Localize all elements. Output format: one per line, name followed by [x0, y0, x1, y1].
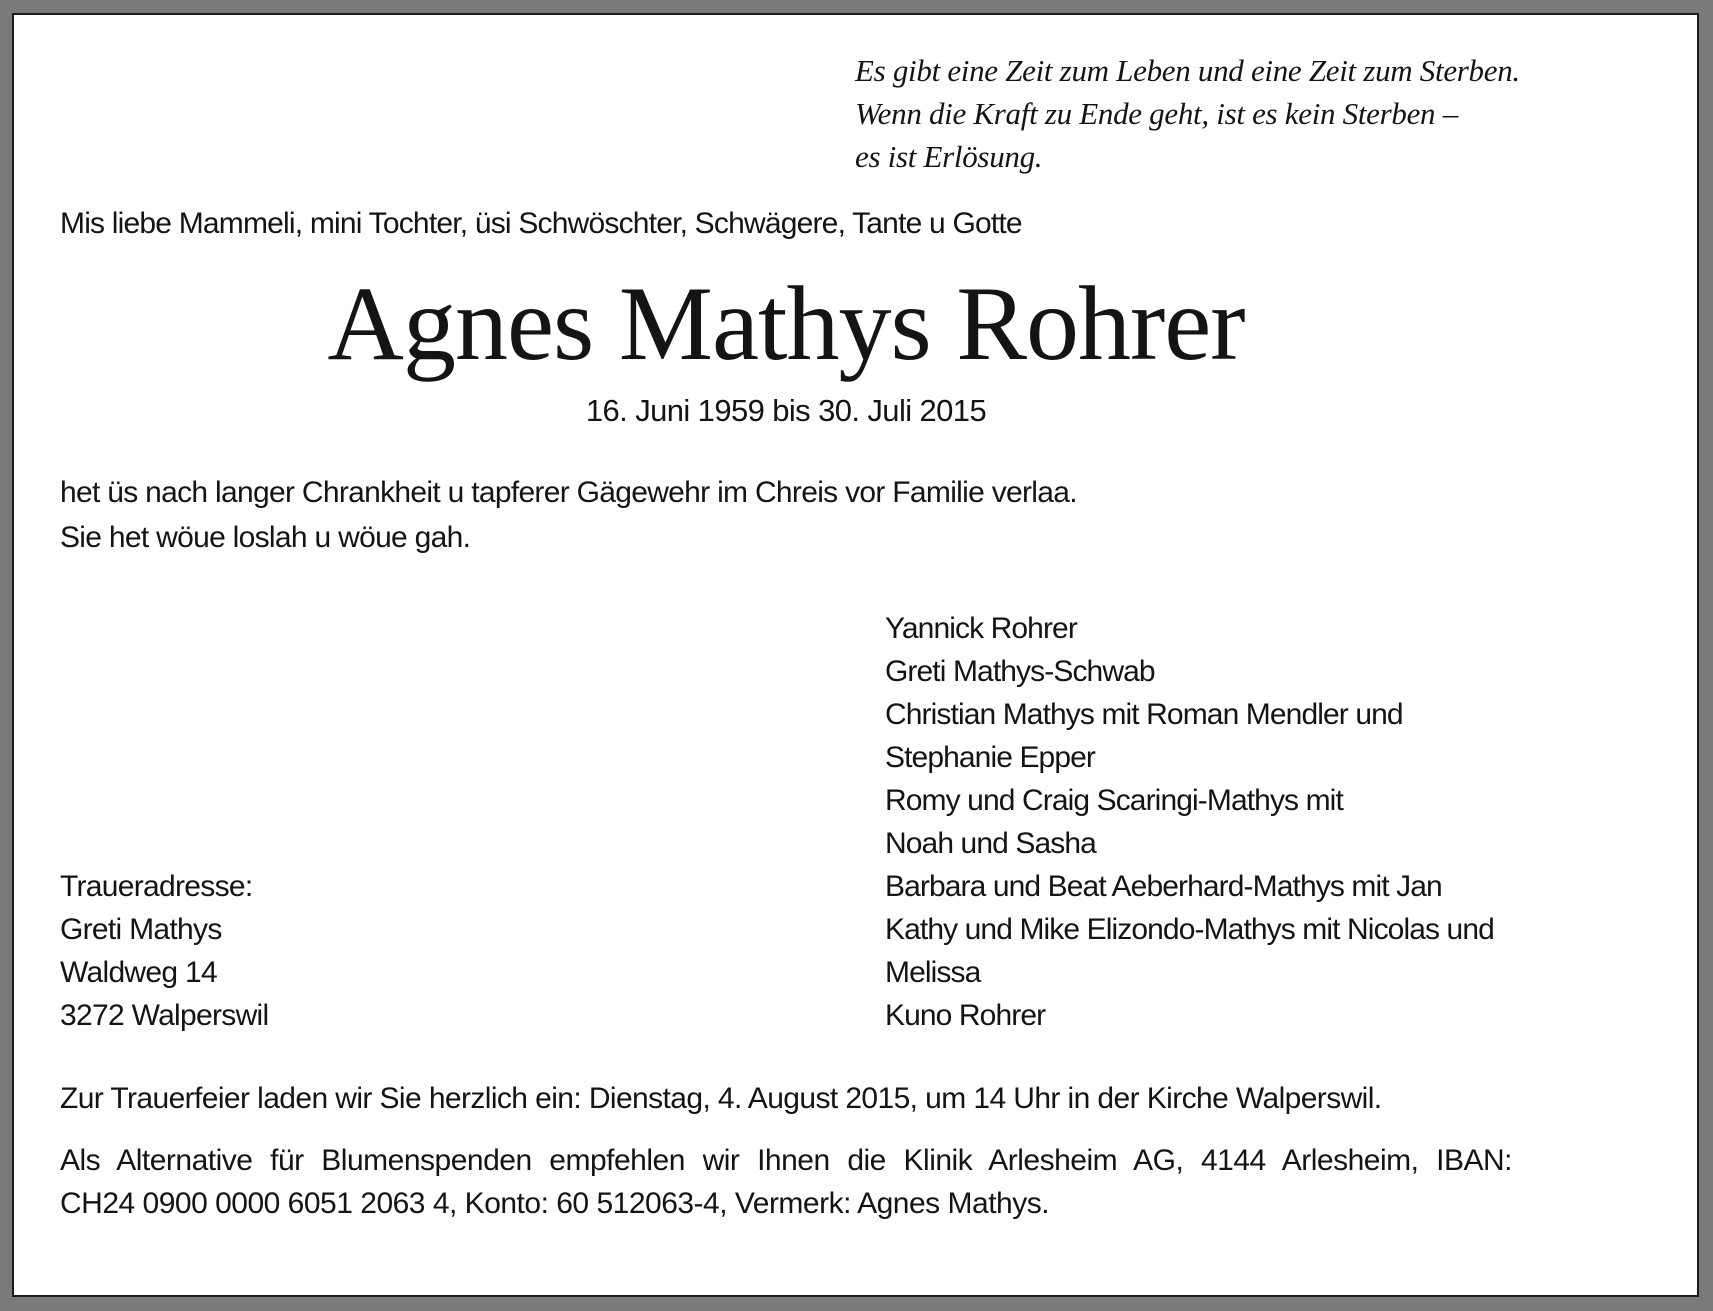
family-member-line: Yannick Rohrer [885, 612, 1077, 645]
mourning-address-label: Traueradresse: [60, 870, 253, 903]
deceased-header [60, 265, 1512, 432]
family-member-line: Kuno Rohrer [885, 999, 1046, 1032]
family-member-line: Christian Mathys mit Roman Mendler und [885, 698, 1403, 731]
family-member-line: Melissa [885, 956, 981, 989]
family-member-line: Noah und Sasha [885, 827, 1096, 860]
donation-note [60, 1139, 1512, 1225]
service-invitation-line: Zur Trauerfeier laden wir Sie herzlich ein: Dienstag, 4. August 2015, um 14 Uhr in der Kirche Walperswil. [60, 1082, 1382, 1115]
announcement-line: Sie het wöue loslah u wöue gah. [60, 521, 471, 554]
salutation-line: Mis liebe Mammeli, mini Tochter, üsi Schwöschter, Schwägere, Tante u Gotte [60, 207, 1022, 240]
family-member-line: Romy und Craig Scaringi-Mathys mit [885, 784, 1343, 817]
family-member-line: Greti Mathys-Schwab [885, 655, 1155, 688]
announcement-paragraph [60, 470, 1512, 560]
family-list [885, 607, 1512, 1037]
address-and-family-section [60, 607, 1512, 1037]
family-member-line: Stephanie Epper [885, 741, 1096, 774]
life-dates: 16. Juni 1959 bis 30. Juli 2015 [585, 393, 987, 428]
epigraph [855, 49, 1697, 178]
epigraph-line: Es gibt eine Zeit zum Leben und eine Zeit zum Sterben. [855, 53, 1520, 88]
obituary-page [12, 13, 1699, 1297]
epigraph-line: Wenn die Kraft zu Ende geht, ist es kein Sterben – [855, 96, 1458, 131]
donation-note-line-2: CH24 0900 0000 6051 2063 4, Konto: 60 512063-4, Vermerk: Agnes Mathys. [60, 1187, 1050, 1220]
mourning-address-line: Waldweg 14 [60, 956, 217, 989]
deceased-name: Agnes Mathys Rohrer [327, 265, 1245, 382]
epigraph-line: es ist Erlösung. [855, 139, 1043, 174]
donation-note-line-1: Als Alternative für Blumenspenden empfehlen wir Ihnen die Klinik Arlesheim AG, 4144 Arlesheim, IBAN: [60, 1144, 1512, 1177]
mourning-address-line: 3272 Walperswil [60, 999, 269, 1032]
mourning-address-block [60, 865, 885, 1037]
mourning-address-line: Greti Mathys [60, 913, 222, 946]
family-member-line: Barbara und Beat Aeberhard-Mathys mit Jan [885, 870, 1442, 903]
family-member-line: Kathy und Mike Elizondo-Mathys mit Nicolas und [885, 913, 1494, 946]
announcement-line: het üs nach langer Chrankheit u tapferer Gägewehr im Chreis vor Familie verlaa. [60, 476, 1077, 509]
